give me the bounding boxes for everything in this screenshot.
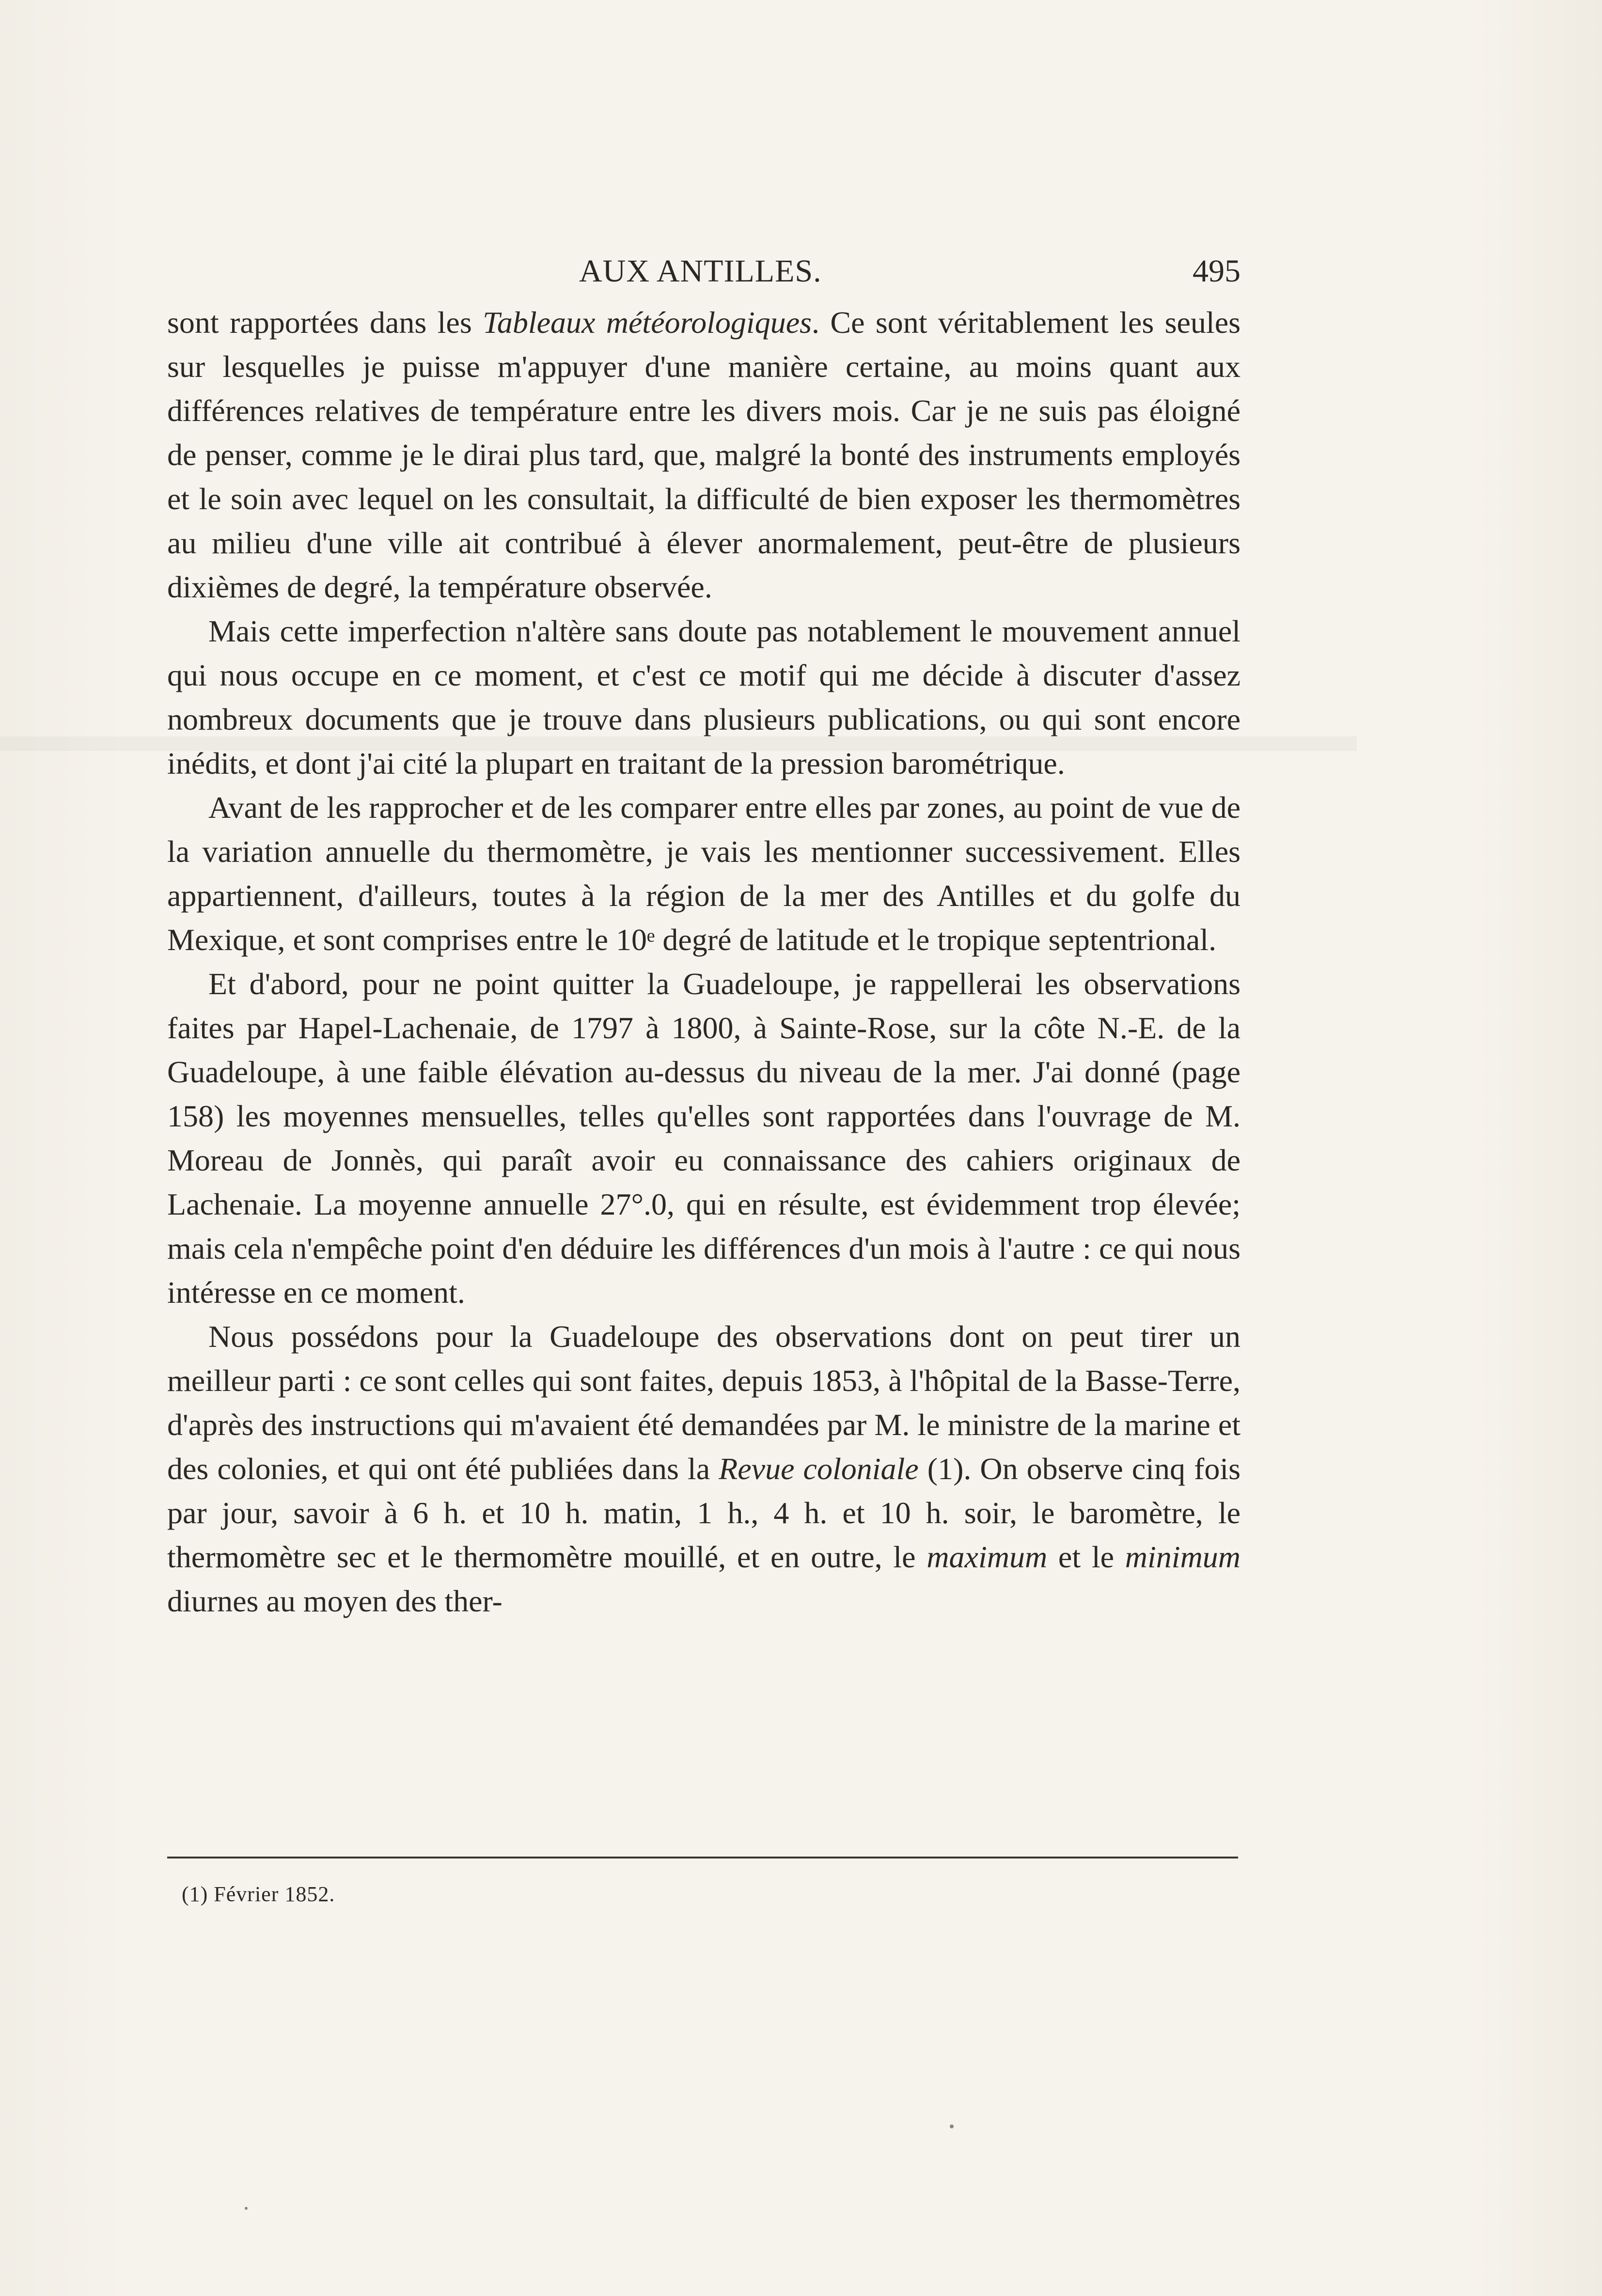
text-segment: Avant de les rapprocher et de les comparer entre elles par zones, au point de vue de la variation annuelle du thermomètre, je vais les mentionner successivement. Elles appartiennent, d'ailleurs, toutes à la région de la mer des Antilles et du golfe du Mexique, et sont comprises entre le 10ᵉ degré de latitude et le tropique septentrional. xyxy=(167,790,1241,957)
text-segment: (1). On observe cinq fois par jour, savoir à 6 h. et 10 h. matin, 1 h., 4 h. et 10 h. soir, le baromètre, le thermomètre sec et le thermomètre mouillé, et en outre, le xyxy=(167,1452,1241,1574)
running-title: AUX ANTILLES. xyxy=(579,253,822,289)
italic-segment: maximum xyxy=(927,1540,1048,1574)
text-segment: . Ce sont véritablement les seules sur lesquelles je puisse m'appuyer d'une manière certaine, au moins quant aux différences relatives de température entre les divers mois. Car je ne suis pas éloigné de penser, comme je le dirai plus tard, que, malgré la bonté des instruments employés et le soin avec lequel on les consultait, la difficulté de bien exposer les thermomètres au milieu d'une ville ait contribué à élever anormalement, peut-être de plusieurs dixièmes de degré, la température observée. xyxy=(167,305,1241,604)
paragraph-2 xyxy=(167,609,1241,785)
paper-speck xyxy=(950,2124,954,2128)
paragraph-4 xyxy=(167,962,1241,1314)
text-segment: sont rapportées dans les xyxy=(167,305,483,340)
page-number: 495 xyxy=(1193,253,1241,289)
text-segment: Et d'abord, pour ne point quitter la Guadeloupe, je rappellerai les observations faites par Hapel-Lachenaie, de 1797 à 1800, à Sainte-Rose, sur la côte N.-E. de la Guadeloupe, à une faible élévation au-dessus du niveau de la mer. J'ai donné (page 158) les moyennes mensuelles, telles qu'elles sont rapportées dans l'ouvrage de M. Moreau de Jonnès, qui paraît avoir eu connaissance des cahiers originaux de Lachenaie. La moyenne annuelle 27°.0, qui en résulte, est évidemment trop élevée; mais cela n'empêche point d'en déduire les différences d'un mois à l'autre : ce qui nous intéresse en ce moment. xyxy=(167,967,1241,1310)
italic-segment: Revue coloniale xyxy=(719,1452,919,1486)
paragraph-5 xyxy=(167,1314,1241,1623)
text-segment: diurnes au moyen des ther- xyxy=(167,1584,503,1618)
text-segment: Nous possédons pour la Guadeloupe des observations dont on peut tirer un meilleur parti : ce sont celles qui sont faites, depuis 1853, à l'hôpital de la Basse-Terre, d'après des instructions qui m'avaient été demandées par M. le ministre de la marine et des colonies, et qui ont été publiées dans la xyxy=(167,1319,1241,1486)
italic-segment: minimum xyxy=(1125,1540,1241,1574)
text-segment: et le xyxy=(1047,1540,1125,1574)
paragraph-3 xyxy=(167,785,1241,962)
paper-speck xyxy=(245,2207,248,2210)
footnote: (1) Février 1852. xyxy=(182,1882,335,1906)
body-text xyxy=(167,300,1241,1623)
text-segment: Mais cette imperfection n'altère sans doute pas notablement le mouvement annuel qui nous occupe en ce moment, et c'est ce motif qui me décide à discuter d'assez nombreux documents que je trouve dans plusieurs publications, ou qui sont encore inédits, et dont j'ai cité la plupart en traitant de la pression barométrique. xyxy=(167,614,1241,781)
italic-segment: Tableaux météorologiques xyxy=(483,305,812,340)
running-head xyxy=(167,250,1241,293)
footnote-rule xyxy=(167,1857,1238,1859)
paragraph-1 xyxy=(167,300,1241,609)
